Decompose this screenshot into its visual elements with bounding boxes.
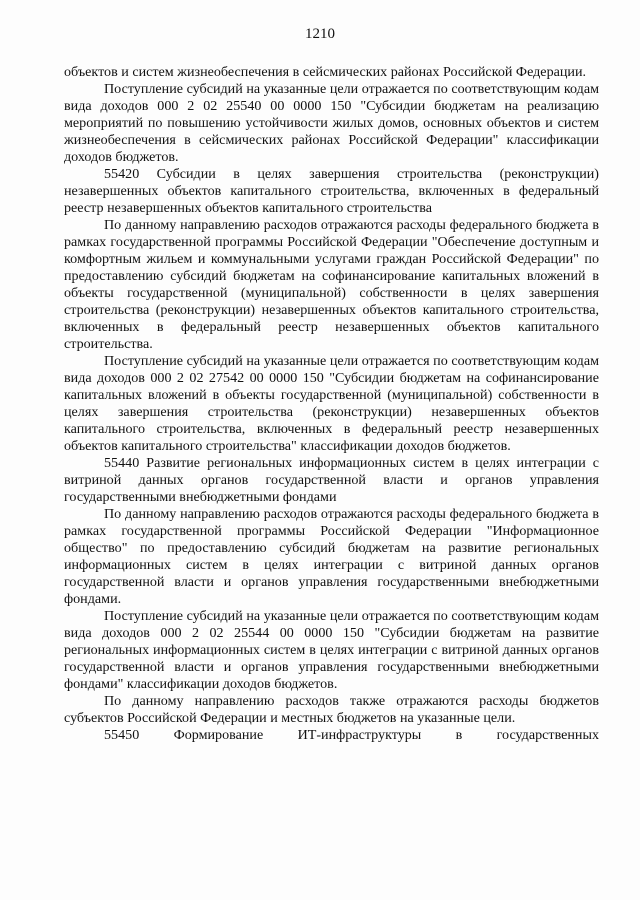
paragraph: Поступление субсидий на указанные цели отражается по соответствующим кодам вида доходов 000 2 02 27542 00 0000 150 "Субсидии бюджетам на софинансирование капитальных вложений в объекты государственной (муниципальной) собственности в целях завершения строительства (реконструкции) незавершенных объектов капитального строительства, включенных в федеральный реестр незавершенных объектов капитального строительства" классификации доходов бюджетов. <box>64 353 599 454</box>
document-body <box>64 64 599 744</box>
paragraph: Поступление субсидий на указанные цели отражается по соответствующим кодам вида доходов 000 2 02 25544 00 0000 150 "Субсидии бюджетам на развитие региональных информационных систем в целях интеграции с витриной данных органов государственной власти и органов управления государственными внебюджетными фондами" классификации доходов бюджетов. <box>64 608 599 692</box>
paragraph: По данному направлению расходов отражаются расходы федерального бюджета в рамках государственной программы Российской Федерации "Обеспечение доступным и комфортным жильем и коммунальными услугами граждан Российской Федерации" по предоставлению субсидий бюджетам на софинансирование капитальных вложений в объекты государственной (муниципальной) собственности в целях завершения строительства (реконструкции) незавершенных объектов капитального строительства, включенных в федеральный реестр незавершенных объектов капитального строительства. <box>64 217 599 352</box>
section-heading-55450: 55450 Формирование ИТ-инфраструктуры в государственных <box>104 727 599 743</box>
paragraph: Поступление субсидий на указанные цели отражается по соответствующим кодам вида доходов 000 2 02 25540 00 0000 150 "Субсидии бюджетам на реализацию мероприятий по повышению устойчивости жилых домов, основных объектов и систем жизнеобеспечения в сейсмических районах Российской Федерации" классификации доходов бюджетов. <box>64 81 599 165</box>
section-heading-55420: 55420 Субсидии в целях завершения строительства (реконструкции) незавершенных объектов капитального строительства, включенных в федеральный реестр незавершенных объектов капитального строительства <box>64 166 599 216</box>
paragraph: объектов и систем жизнеобеспечения в сейсмических районах Российской Федерации. <box>64 64 587 80</box>
page-number: 1210 <box>305 26 335 42</box>
section-heading-55440: 55440 Развитие региональных информационных систем в целях интеграции с витриной данных органов государственной власти и органов управления государственными внебюджетными фондами <box>64 455 599 505</box>
paragraph: По данному направлению расходов отражаются расходы федерального бюджета в рамках государственной программы Российской Федерации "Информационное общество" по предоставлению субсидий бюджетам на развитие региональных информационных систем в целях интеграции с витриной данных органов государственной власти и органов управления государственными внебюджетными фондами. <box>64 506 599 607</box>
paragraph: По данному направлению расходов также отражаются расходы бюджетов субъектов Российской Федерации и местных бюджетов на указанные цели. <box>64 693 599 726</box>
